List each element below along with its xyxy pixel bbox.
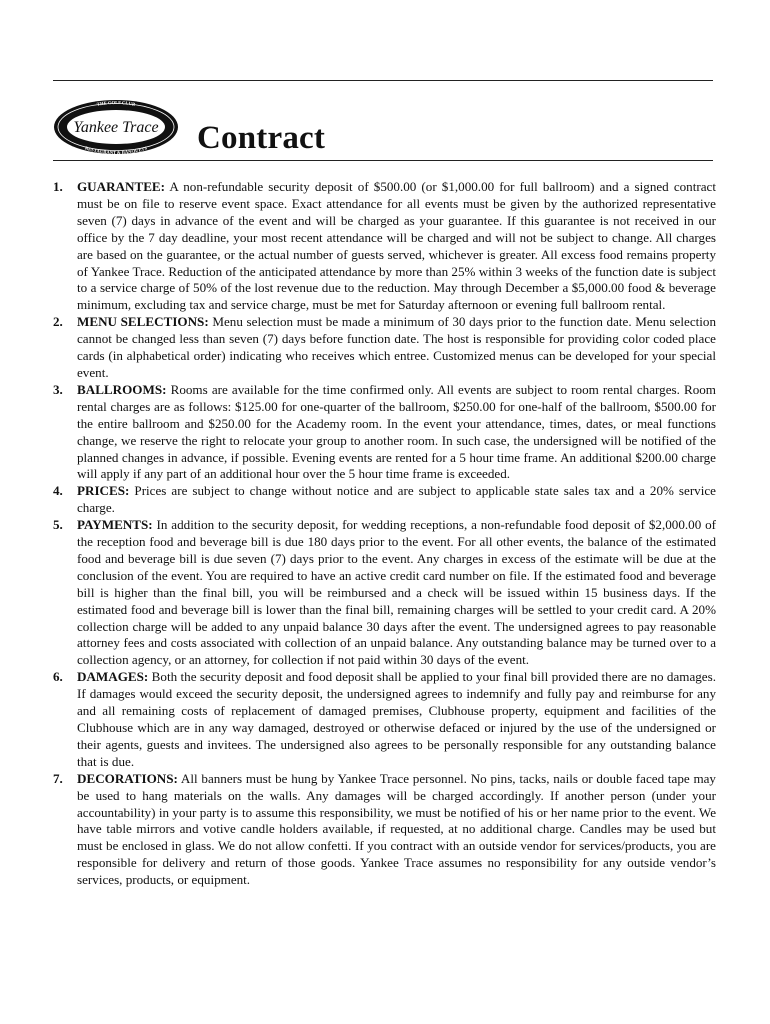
logo-name: Yankee Trace: [73, 119, 159, 136]
top-rule: [53, 80, 713, 81]
term-number: 3.: [53, 381, 63, 397]
term-text: Both the security deposit and food deposit shall be applied to your final bill provided there are no damages. If damages would exceed the security deposit, the undersigned agrees to indemnify and fully pay and reimburse for any and all remaining costs of replacement of damaged premises, Clubhouse property, equipment and facilities of the Clubhouse which are in any way damaged, destroyed or otherwise defaced or injured by the use of the undersigned or their agents, guests and invitees. The undersigned also agrees to be personally responsible for any outstanding balance that is due.: [77, 669, 716, 769]
term-heading: GUARANTEE:: [77, 179, 166, 194]
term-heading: BALLROOMS:: [77, 381, 167, 397]
term-heading: MENU SELECTIONS:: [77, 314, 209, 330]
term-heading: PAYMENTS:: [77, 517, 153, 533]
term-damages: [53, 669, 716, 770]
term-number: 6.: [53, 669, 63, 685]
term-text: All banners must be hung by Yankee Trace personnel. No pins, tacks, nails or double faced tape may be used to hang materials on the walls. Any damages will be charged accordingly. If another person (under your accountability) in your party is to assume this responsibility, we must be notified of his or her name prior to the event. We have table mirrors and votive candle holders available, if requested, at no additional charge. Candles may be used but must be enclosed in glass. We do not allow confetti. If you contract with an outside vendor for services/products, you are responsible for delivery and return of those goods. Yankee Trace assumes no responsibility for any outside vendor’s services, products, or equipment.: [77, 770, 716, 888]
term-number: 5.: [53, 517, 63, 533]
logo-top-text: THE GOLF CLUB: [96, 99, 136, 107]
term-text: Menu selection must be made a minimum of 30 days prior to the function date. Menu selection cannot be changed less than seven (7) days before function date. The host is responsible for providing color coded place cards (in alphabetical order) indicating who receives which entree. Customized menus can be developed for your special event.: [77, 314, 717, 380]
term-text: Rooms are available for the time confirmed only. All events are subject to room rental charges. Room rental charges are as follows: $125.00 for one-quarter of the ballroom, $250.00 for one-half of the ballroom, $500.00 for the entire ballroom and $250.00 for the Academy room. In the event your attendance, times, dates, or meal functions change, we reserve the right to relocate your group to another room. In such case, the undersigned will be notified of the planned changes in advance, if possible. Evening events are rented for a 5 hour time frame. An additional $200.00 charge will apply if any part of an additional hour over the 5 hour time frame is exceeded.: [77, 381, 716, 482]
term-ballrooms: [53, 382, 716, 483]
term-number: 2.: [53, 314, 63, 330]
term-decorations: [53, 771, 716, 889]
term-guarantee: [53, 179, 716, 314]
term-payments: [53, 517, 716, 669]
term-number: 1.: [53, 179, 63, 194]
page-title: Contract: [197, 120, 326, 156]
logo-bottom-text: RESTAURANT & BANQUETS: [84, 145, 148, 156]
term-prices: [53, 483, 716, 517]
term-number: 7.: [53, 770, 63, 786]
term-heading: DAMAGES:: [77, 669, 149, 685]
yankee-trace-logo: [52, 98, 180, 156]
term-menu-selections: [53, 314, 716, 382]
title-rule: [53, 160, 713, 161]
term-number: 4.: [53, 483, 63, 499]
contract-terms-list: [53, 179, 716, 889]
term-heading: DECORATIONS:: [77, 770, 178, 786]
term-text: A non-refundable security deposit of $500.00 (or $1,000.00 for full ballroom) and a signed contract must be on file to reserve event space. Exact attendance for all events must be given by the authorized representative seven (7) days in advance of the event and will be charged as your guarantee. If this guarantee is not received in our office by the 7 day deadline, your most recent attendance will be charged and will not be subject to change. All charges are based on the guarantee, or the actual number of guests served, whichever is greater. All excess food remains property of Yankee Trace. Reduction of the anticipated attendance by more than 25% within 3 weeks of the function date is subject to a service charge of 50% of the lost revenue due to the reduction. May through December a $5,000.00 food & beverage minimum, excluding tax and service charge, must be met for Saturday afternoon or evening full ballroom rental.: [77, 179, 716, 313]
term-heading: PRICES:: [77, 483, 130, 499]
term-text: Prices are subject to change without notice and are subject to applicable state sales tax and a 20% service charge.: [77, 483, 716, 516]
term-text: In addition to the security deposit, for wedding receptions, a non-refundable food deposit of $2,000.00 of the reception food and beverage bill is due 180 days prior to the event. For all other events, the balance of the estimated food and beverage bill is due seven (7) days prior to the event. Any charges in excess of the estimate will be due at the conclusion of the event. You are required to have an active credit card number on file. If the estimated food and beverage bill is higher than the final bill, you will be reimbursed and a check will be issued within 15 business days. If the estimated food and beverage bill is lower than the final bill, remaining charges will be settled to your credit card. A 20% collection charge will be added to any unpaid balance 30 days after the event. The undersigned agrees to pay reasonable attorney fees and costs associated with collection of an unpaid balance. Any outstanding balance may be turned over to a collection agency, or an attorney, for collection if not paid within 30 days of the event.: [77, 517, 716, 668]
